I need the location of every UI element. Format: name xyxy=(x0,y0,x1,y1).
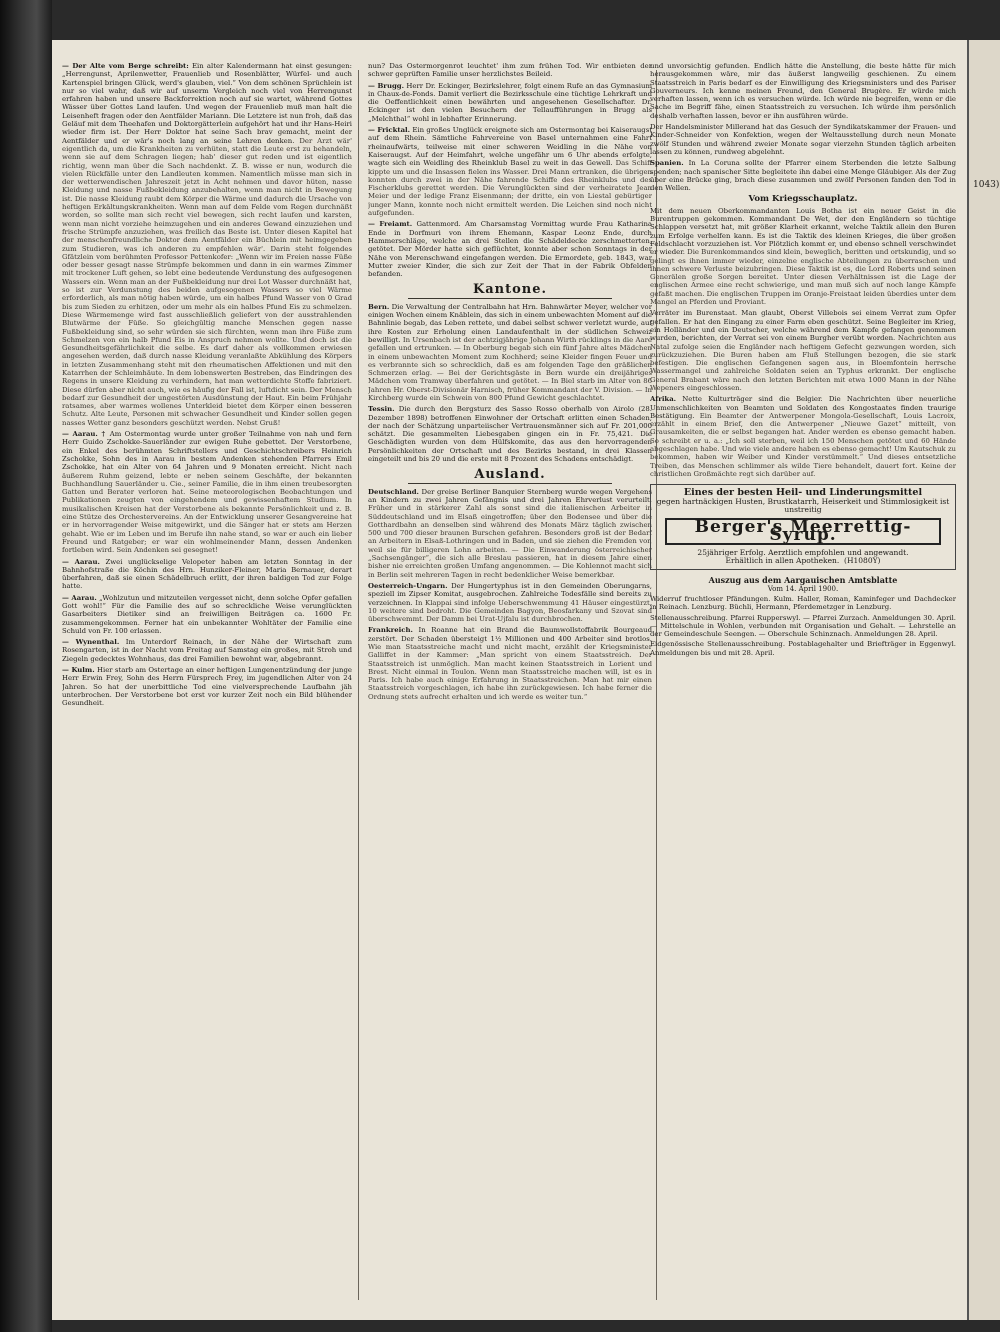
article-freiamt: — Freiamt. Gattenmord. Am Charsamstag Vormittag wurde Frau Katharina Ende in Dorfmuri von ihrem Ehemann, Kaspar Leonz Ende, durch Hammerschläge, welche an drei Stellen die Schädeldecke zerschmetterten, getötet. Der Mörder hatte sich geflüchtet, konnte aber schon Sonntags in der Nähe von Merenschwand eingefangen werden. Die Ermordete, geb. 1843, war Mutter zweier Kinder, die sich zur Zeit der That in der Fabrik Obfelden befanden. xyxy=(368,220,652,279)
column-divider xyxy=(358,70,359,1300)
article-spanien: Spanien. In La Coruna sollte der Pfarrer einem Sterbenden die letzte Salbung spenden; nach spanischer Sitte begleitete ihn dabei eine Menge Gläubiger. Als der Zug über eine Brücke ging, brach diese zusammen und zwölf Personen fanden den Tod in den Wellen. xyxy=(650,159,956,193)
article-brugg: — Brugg. Herr Dr. Eckinger, Bezirkslehrer, folgt einem Rufe an das Gymnasium in Chaux-de-Fonds. Damit verliert die Bezirksschule eine tüchtige Lehrkraft und die Oeffentlichkeit einen bewährten und angesehenen Gesellschafter. Dr. Eckinger ist den vielen Besuchern der Tellaufführungen in Brugg als „Melchthal“ wohl in lebhafter Erinnerung. xyxy=(368,81,652,123)
book-spine xyxy=(0,0,52,1332)
section-heading-kriegsschauplatz: Vom Kriegsschauplatz. xyxy=(748,194,858,205)
notice-date: Vom 14. April 1900. xyxy=(767,584,839,593)
adjacent-page-edge xyxy=(967,40,1000,1320)
article-alte-vom-berge: — Der Alte vom Berge schreibt: Ein alter Kalendermann hat einst gesungen: „Herrengunst, Aprilenwetter, Frauenlieb und Rosenblätter, Würfel- und auch Kartenspiel bringen Glück, werd's glauben, viel.“ Von dem schönen Sprüchlein ist nur so viel wahr, daß wir auf unserm Vergleich noch viel von Herrengunst erfahren haben und unsere Backforrektion noch auf sie wartet, während Gottes Wässer über Gottes Land laufen. Und wegen der Frauenlieb muß man halt die Leisenheft fragen oder den Aentfälder Mariann. Die Letztere ist nun froh, daß das Geläuf mit dem Theehafen und Doktorgätterlein aufgehört hat und ihr Hans-Heiri wieder firm ist. Der Herr Doktor hat seine Sach brav gemacht, meint der Aentfälder und er wär's noch lang an seine Lehren denken. Der Arzt wär' eigentlich da, um die Krankheiten zu verhüten, statt die Leute erst zu behandeln, wenn sie auf dem Schragen liegen; hab' dieser gut reden und ist eigentlich richtig, wenn man über die Sach nachdenkt. Z. B. wisse er nun, wodurch die vielen Rückfälle unter den Landleuten kommen. Namentlich müsse man sich in der wetterwendischen Jahreszeit jetzt in Acht nehmen und davor hüten, nasse Kleidung und nasse Fußbekleidung anzubehalten, wenn man nicht in Bewegung ist. Die nasse Kleidung raubt dem Körper die Wärme und dadurch die Ursache von heftigen Erkältungskrankheiten. Wenn man auf dem Felde vom Regen durchnäßt worden, so sollte man sich recht viel bewegen, sich recht laufen und karsten, wenn man nicht vorziehe heimzugehen und ein anderes Gewand einzuziehen und frische Strümpfe anzuziehen, was freilich das Beste ist. Unter diesen Kapitel hat der menschenfreundliche Doktor dem Aentfälder ein Büchlein mit heimgegeben zum Studieren, was ich anderen zu empfehlen wär'. Darin steht folgendes Gfätzlein vom berühmten Professor Pettenkofer: „Wenn wir im Freien nasse Füße oder besser gesagt nasse Strümpfe bekommen und dann in ein warmes Zimmer mit trockener Luft gehen, so lebt eine bedeutende Verdunstung des aufgesogenen Wassers ein. Wenn man an der Fußbekleidung nur drei Lot Wasser durchnäßt hat, so ist zur Verdunstung des beiden aufgesogenen Wassers so viel Wärme erforderlich, als man nötig haben würde, um ein halbes Pfund Wasser von 0 Grad bis zum Sieden zu erhitzen, oder um mehr als ein halbes Pfund Eis zu schmelzen. Diese Wärmemenge wird fast ausschließlich geliefert von der ausstrahlenden Blutwärme der Füße. So gleichgültig manche Menschen gegen nasse Fußbekleidung sind, so sehr würden sie sich fürchten, wenn man ihre Füße zum Schmelzen von ein halb Pfund Eis in Anspruch nehmen wollte. Und doch ist die Gesundheitsgefährlichkeit die selbe. Es darf daher als vollkommen erwiesen angesehen werden, daß durch nasse Kleidung veranlaßte Abkühlung des Körpers in letzten Zusammenhang steht mit den rheumatischen Affektionen und mit den Katarrhen der Schleimhäute. In dem lobenswerten Bestreben, das Eindringen des Regens in unsere Kleidung zu verhindern, hat man wetterdichte Stoffe fabriziert. Diese dürfen aber nicht auch, wie es häufig der Fall ist, luftdicht sein. Der Mensch bedarf zur Gesundheit der ungestörten Ausdünstung der Haut. Ein beim Frühjahr ratsames, aber warmes wollenes Unterkleid bietet dem Körper einen besseren Schutz. Alte Leute, Personen mit schwacher Gesundheit und Kinder sollen gegen nasses Wetter ganz besonders geschützt werden. Nebst Gruß! xyxy=(62,62,352,427)
ad-title: Eines der besten Heil- und Linderungsmittel xyxy=(683,487,923,499)
article-verraeter: Verräter im Burenstaat. Man glaubt, Oberst Villebois sei einem Verrat zum Opfer gefallen. Er hat den Eingang zu einer Farm eben geschützt. Seine Begleiter im Krieg, ein Holländer und ein Deutscher, welche während dem Kampfe gefangen genommen wurden, berichten, der Verrat sei von einem Burgher verübt worden. Nachrichten aus Natal zufolge seien die Engländer nach heftigem Gefecht gezwungen worden, sich zurückzuziehen. Die Buren haben am Fluß Stellungen bezogen, die sie stark befestigen. Die englischen Gefangenen sagen aus, in Bloemfontein herrsche Wassermangel und zahlreiche Soldaten seien an Typhus erkrankt. Der englische General Brabant wäre nach den letzten Berichten mit etwa 1000 Mann in der Nähe Wepeners eingeschlossen. xyxy=(650,309,956,392)
section-heading-ausland: Ausland. xyxy=(368,471,652,483)
ad-product-name: Berger's Meerrettig-Syrup. xyxy=(665,518,941,545)
article-fricktal: — Fricktal. Ein großes Unglück ereignete sich am Ostermontag bei Kaiseraugst auf dem Rhein. Sämtliche Fahrvereine von Basel unternahmen eine Fahrt rheinaufwärts, teilweise mit einer schweren Weidling in die Nähe von Kaiseraugst. Auf der Heimfahrt, welche ungefähr um 6 Uhr abends erfolgte, wagte sich ein Weidling des Rheinklub Basel zu weit in das Gewell. Das Schiff kippte um und die Insassen fielen ins Wasser. Drei Mann ertranken, die übrigen konnten durch zwei in der Nähe fahrende Schiffe des Rheinklubs und des Fischerklubs gerettet werden. Die Verunglückten sind der verheiratete Jean Meier und der ledige Franz Eisenmann; der dritte, ein von Liestal gebürtiger junger Mann, konnte noch nicht ermittelt werden. Die Leichen sind noch nicht aufgefunden. xyxy=(368,126,652,218)
column-3 xyxy=(650,62,956,1302)
article-kulm: — Kulm. Hier starb am Ostertage an einer heftigen Lungenentzündung der junge Herr Erwin Frey, Sohn des Herrn Fürsprech Frey, im jugendlichen Alter von 24 Jahren. So hat der unerbittliche Tod eine vielversprechende Laufbahn jäh unterbrochen. Der Verstorbene bot erst vor kurzer Zeit noch ein Bild blühender Gesundheit. xyxy=(62,666,352,708)
article-oesterreich: Oesterreich-Ungarn. Der Hungertyphus ist in den Gemeinden Oberungarns, speziell im Zipser Komitat, ausgebrochen. Zahlreiche Todesfälle sind bereits zu verzeichnen. In Klappai sind infolge Ueberschwemmung 41 Häuser eingestürzt, 10 weitere sind bedroht. Die Gemeinden Bagyon, Beosfarkany und Szovat sind überschwemmt. Der Damm bei Urat-Ujfalu ist durchbrochen. xyxy=(368,581,652,624)
article-aarau-spenden: — Aarau. „Wohlzutun und mitzuteilen vergesset nicht, denn solche Opfer gefallen Gott wohl!“ Für die Familie des auf so schreckliche Weise verunglückten Gasarbeiters Dietiker sind an freiwilligen Beiträgen ca. 1600 Fr. zusammengekommen. Ferner hat ein unbekannter Wohltäter der Familie eine Schuld von Fr. 100 erlassen. xyxy=(62,593,352,635)
article-afrika: Afrika. Nette Kulturträger sind die Belgier. Die Nachrichten über neuerliche Unmenschlichkeiten von Beamten und Soldaten des Kongostaates finden traurige Bestätigung. Ein Beamter der Antwerpener Mongola-Gesellschaft, Louis Lacroix, erzählt in einem Brief, den die Antwerpener „Nieuwe Gazet“ mitteilt, von Grausamkeiten, die er selbst begangen hat. Ander werden es ebenso gemacht haben. So schreibt er u. a.: „Ich soll sterben, weil ich 150 Menschen getötet und 60 Hände abgeschlagen habe. Und wie viele andere haben es ebenso gemacht! Um Kautschuk zu bekommen, haben wir Weiber und Kinder verstümmelt.“ Und dieses entsetzliche Treiben, das Menschen schlimmer als wilde Tiere behandelt, dauert fort. Keine der christlichen Großmächte regt sich darüber auf. xyxy=(650,395,956,478)
article-staatsstreich: und unvorsichtig gefunden. Endlich hätte die Anstellung, die beste hätte für mich herausgekommen wäre, mir das äußerst langweilig geschienen. Zu einem Staatsstreich in Paris bedarf es der Einwilligung des Kriegsministers und des Pariser Gouverneurs. Ich kenne meinen Freund, den General Brugère. Er würde mich verhaften lassen, wenn ich es versuchen würde. Ich würde nie begreifen, wenn er die Sache im Begriff fähe, einen Staatsstreich zu versuchen. Ich würde ihm persönlich deshalb verhaften lassen, bevor er ihn ausführen würde. xyxy=(650,62,956,120)
notice-title: Auszug aus dem Aargauischen Amtsblatte xyxy=(708,575,898,586)
article-tessin: Tessin. Die durch den Bergsturz des Sasso Rosso oberhalb von Airolo (28. Dezember 1898) betroffenen Einwohner der Ortschaft erlitten einen Schaden, der nach der Schätzung unparteiischer Vertrauensmänner sich auf Fr. 201,000 schätzt. Die gesammelten Liebesgaben gingen ein in Fr. 75,421. Die Geschädigten wurden von dem Hülfskomite, das aus den hervorragenden Persönlichkeiten der Ortschaft und des Bezirks bestand, in drei Klassen eingeteilt und bis 20 und die erste mit 8 Prozent des Schadens entschädigt. xyxy=(368,405,652,464)
column-1 xyxy=(62,62,352,1302)
section-heading-kantone: Kantone. xyxy=(368,286,652,298)
notice-entry: Eidgenössische Stellenausschreibung. Postablagehalter und Briefträger in Eggenwyl. Anmeldungen bis und mit 28. April. xyxy=(650,640,956,657)
article-deutschland: Deutschland. Der greise Berliner Banquier Sternberg wurde wegen Vergehens an Kindern zu zwei Jahren Gefängnis und drei Jahren Ehrverlust verurteilt. Früher und in stärkerer Zahl als sonst sind die italienischen Arbeiter in Süddeutschland und im Elsaß eingetroffen; über den Bodensee und über die Gotthardbahn an denselben sind während des Monats März täglich zwischen 500 und 700 dieser braunen Burschen gefahren. Besonders groß ist der Bedarf an Arbeitern in Elsaß-Lothringen und in Baden, und sie ziehen die Fremden vor, weil sie für billigeren Lohn arbeiten. — Die Einwanderung österreichischer „Sachsengänger“, die sich alle Breslau passieren, hat in diesem Jahre einen bisher nie erreichten großen Umfang angenommen. — Die Kohlennot macht sich in Berlin seit mehreren Tagen in recht bedenklicher Weise bemerkbar. xyxy=(368,487,652,579)
article-aarau-zschokke: — Aarau. † Am Ostermontag wurde unter großer Teilnahme von nah und fern Herr Guido Zschokke-Sauerländer zur ewigen Ruhe gebettet. Der Verstorbene, ein Enkel des berühmten Schriftstellers und Geschichtschreibers Heinrich Zschokke, Sohn des in Aarau in bestem Andenken stehenden Pfarrers Emil Zschokke, hat ein Alter von 64 Jahren und 9 Monaten erreicht. Nicht nach äußerem Ruhm geizend, lebte er neben seinem Geschäfte, der bekannten Buchhandlung Sauerländer u. Cie., seiner Familie, die in ihm einen treubesorgten Gatten und Berater verloren hat. Seine meteorologischen Beobachtungen und Publikationen zeugten von eingehendem und gewissenhaftem Studium. In musikalischen Kreisen hat der Verstorbene als bekannte Persönlichkeit und z. B. eine Stütze des Orchestervereins. An der Entwicklung unserer Gesangvereine hat er in hervorragender Weise mitgewirkt, und die Sänger hat er stets am Herzen gehabt. Wie er im Leben und im Berufe ihn nahe stand, so war er auch ein lieber Freund und Ratgeber; er war ein wohlmeinender Mann, dessen Andenken fortleben wird. Sein Andenken sei gesegnet! xyxy=(62,430,352,555)
ad-line: Erhältlich in allen Apotheken. (H1080Y) xyxy=(725,556,881,566)
article-buren: Mit dem neuen Oberkommandanten Louis Botha ist ein neuer Geist in die Burentruppen gekommen. Kommandant De Wet, der den Engländern so tüchtige Schlappen versetzt hat, mit größer Klarheit erkannt, welche Taktik allein den Buren zum Erfolge verhelfen kann. Es ist die Taktik des kleinen Krieges, die über großen Feldschlacht vorzuziehen ist. Vor Plötzlich kommt er, und ebenso schnell verschwindet er wieder. Die Burenkommandos sind klein, beweglich, beritten und ortskundig, und so gelingt es ihnen immer wieder, einzelne englische Abteilungen zu überraschen und ihnen schwere Verluste beizubringen. Diese Taktik ist es, die Lord Roberts und seinen Generälen große Sorgen bereitet. Unter diesen Verhältnissen ist die Lage der englischen Armee eine recht schwierige, und man muß sich auf noch lange Kämpfe gefaßt machen. Die englischen Truppen im Oranje-Freistaat leiden überdies unter dem Mangel an Pferden und Proviant. xyxy=(650,206,956,307)
ad-subtitle: gegen hartnäckigen Husten, Brustkatarrh, Heiserkeit und Stimmlosigkeit ist unstreitig xyxy=(656,496,950,514)
article-bern: Bern. Die Verwaltung der Centralbahn hat Hrn. Bahnwärter Meyer, welcher vor einigen Wochen einem Knäblein, das sich in einem unbewachten Moment auf die Bahnlinie begab, das Leben rettete, und dabei selbst schwer verletzt wurde, auf ihre Kosten zur Erholung einen Landaufenthalt in der südlichen Schweiz bewilligt. In Ursenbach ist der achtzigjährige Johann Wirth rücklings in die Aare gefallen und ertrunken. — In Oberburg begab sich ein fünf Jahre altes Mädchen in einem unbewachten Moment zum Kochherd; seine Kleider fingen Feuer und es verbrannte sich so schrecklich, daß es am folgenden Tage den gräßlichen Schmerzen erlag. — Bei der Gerichtsgäste in Bern wurde ein dreijähriges Mädchen vom Tramway überfahren und getötet. — In Biel starb im Alter von 86 Jahren Hr. Oberst-Divisionär Harnisch, früher Kommandant der V. Division. — In Kirchberg wurde ein Schwein von 800 Pfund Gewicht geschlachtet. xyxy=(368,302,652,402)
adjacent-page-fragment: 1043) xyxy=(973,180,1000,190)
advertisement-meerrettig-syrup xyxy=(650,484,956,570)
article-frankreich: Frankreich. In Roanne hat ein Brand die Baumwollstoffabrik Bourgeaud zerstört. Der Schaden übersteigt 1½ Millionen und 400 Arbeiter sind brotlos. Wie man Staatsstreiche macht und nicht macht, erzählt der Kriegsminister Galliffet in der Kammer: „Man spricht von einem Staatsstreich. Der Staatsstreich ist unmöglich. Man macht keinen Staatsstreich in Lorient und Brest. Nicht einmal in Toulon. Wenn man Staatsstreiche machen will, ist es in Paris. Ich habe auch einige Erfahrung in Staatsstreichen. Man hat mir einen Staatsstreich vorgeschlagen, ich habe ihn zurückgewiesen. Ich habe ferner die Ordnung stets aufrecht erhalten und ich werde es weiter tun.“ xyxy=(368,626,652,701)
notice-entry: Stellenausschreibung. Pfarrei Rupperswyl. — Pfarrei Zurzach. Anmeldungen 30. April. — Mittelschule in Wohlen, verbunden mit Organisation und Gehalt. — Lehrstelle an der Gemeindeschule Seengen. — Oberschule Schinznach. Anmeldungen 28. April. xyxy=(650,613,956,639)
newspaper-page xyxy=(52,40,967,1320)
column-2 xyxy=(368,62,652,1302)
article-aarau-velo: — Aarau. Zwei unglückselige Velopeter haben am letzten Sonntag in der Bahnhofstraße die Köchin des Hrn. Hunziker-Fleiner, Maria Bernauer, derart überfahren, daß sie einen Schädelbruch erlitt, der ihren baldigen Tod zur Folge hatte. xyxy=(62,557,352,591)
article-continuation: nun? Das Ostermorgenrot leuchtet' ihm zum frühen Tod. Wir entbieten der schwer geprüften Familie unser herzlichstes Beileid. xyxy=(368,62,652,79)
ad-line: 25jähriger Erfolg. Aerztlich empfohlen und angewandt. xyxy=(697,547,909,557)
notice-entry: Widerruf fruchtloser Pfändungen. Kulm. Haller, Roman, Kaminfeger und Dachdecker in Reinach. Lenzburg. Büchli, Hermann, Pferdemetzger in Lenzburg. xyxy=(650,594,956,612)
article-wynenthal: — Wynenthal. Im Unterdorf Reinach, in der Nähe der Wirtschaft zum Rosengarten, ist in der Nacht vom Freitag auf Samstag ein großes, mit Stroh und Ziegeln gedecktes Wohnhaus, das drei Familien bewohnt war, abgebrannt. xyxy=(62,638,352,663)
article-millerand: Der Handelsminister Millerand hat das Gesuch der Syndikatskammer der Frauen- und Kinder-Schneider von Konfektion, wegen der Weltausstellung durch neun Monate zwölf Stunden und während zweier Monate sogar vierzehn Stunden täglich arbeiten lassen zu können, rundweg abgelehnt. xyxy=(650,123,956,156)
